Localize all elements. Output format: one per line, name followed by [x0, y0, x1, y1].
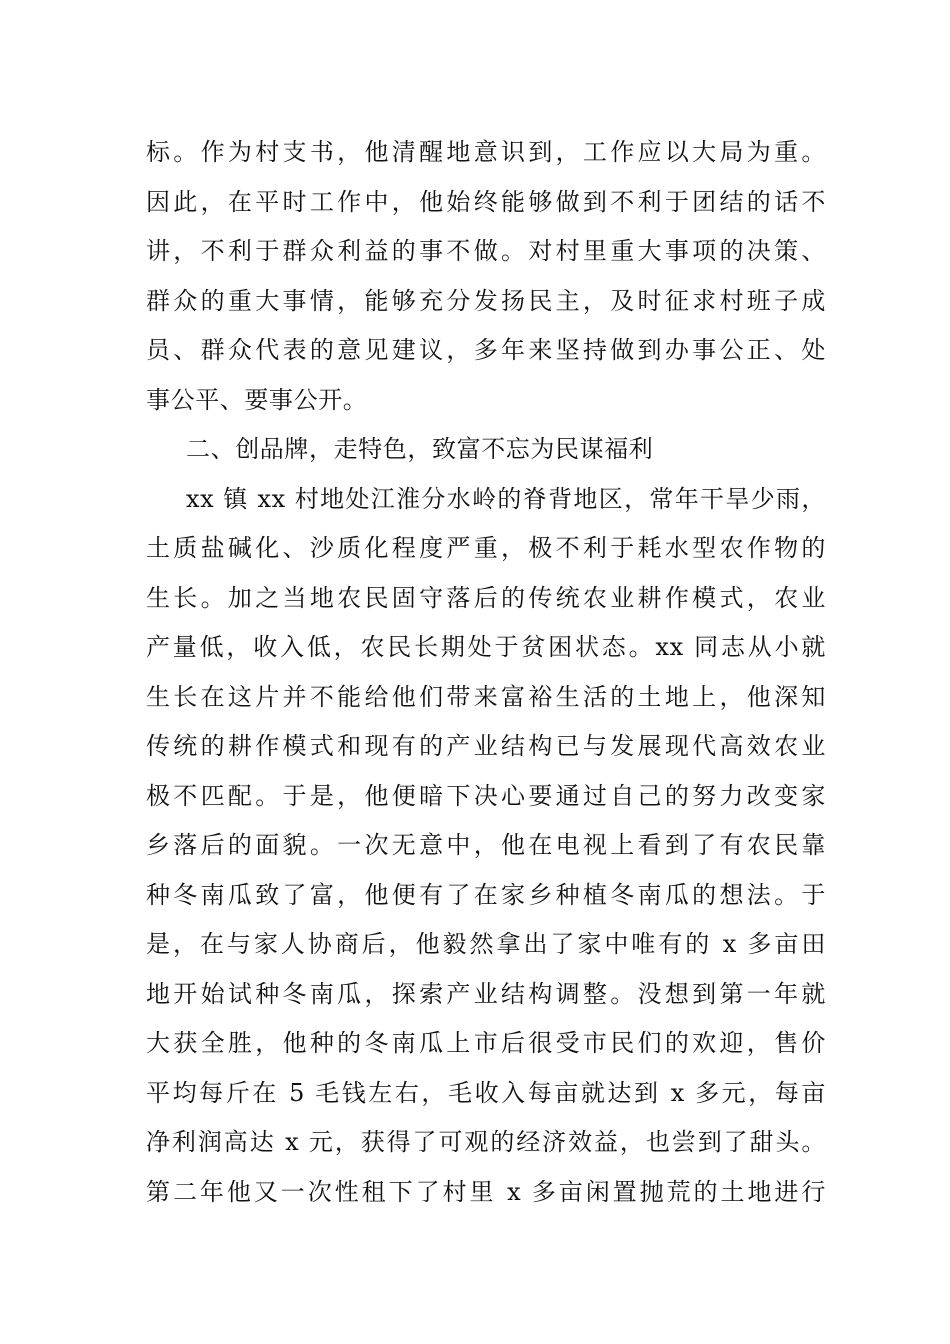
text-line: 乡落后的面貌。一次无意中，他在电视上看到了有农民靠: [146, 831, 826, 859]
text-line: 第二年他又一次性租下了村里 x 多亩闲置抛荒的土地进行: [146, 1177, 826, 1206]
text-line: 净利润高达 x 元，获得了可观的经济效益，也尝到了甜头。: [146, 1128, 826, 1156]
body-text: [146, 128, 826, 1217]
section-heading: 二、创品牌，走特色，致富不忘为民谋福利: [186, 435, 654, 463]
text-line: xx 镇 xx 村地处江淮分水岭的脊背地区，常年干旱少雨，: [186, 484, 826, 513]
text-line: 是，在与家人协商后，他毅然拿出了家中唯有的 x 多亩田: [146, 930, 826, 958]
text-line: 产量低，收入低，农民长期处于贫困状态。xx 同志从小就: [146, 633, 826, 661]
text-line: 群众的重大事情，能够充分发扬民主，及时征求村班子成: [146, 286, 826, 315]
text-line: 标。作为村支书，他清醒地意识到，工作应以大局为重。: [146, 138, 826, 166]
text-line: 生长。加之当地农民固守落后的传统农业耕作模式，农业: [146, 583, 826, 612]
text-line: 员、群众代表的意见建议，多年来坚持做到办事公正、处: [146, 336, 826, 364]
text-line: 讲，不利于群众利益的事不做。对村里重大事项的决策、: [146, 237, 826, 265]
text-line: 传统的耕作模式和现有的产业结构已与发展现代高效农业: [146, 732, 826, 760]
text-line: 极不匹配。于是，他便暗下决心要通过自己的努力改变家: [146, 781, 826, 810]
text-line: 平均每斤在 5 毛钱左右，毛收入每亩就达到 x 多元，每亩: [146, 1078, 826, 1107]
text-line: 因此，在平时工作中，他始终能够做到不利于团结的话不: [146, 187, 826, 216]
text-line: 事公平、要事公开。: [146, 385, 368, 414]
text-line: 种冬南瓜致了富，他便有了在家乡种植冬南瓜的想法。于: [146, 880, 826, 909]
text-line: 生长在这片并不能给他们带来富裕生活的土地上，他深知: [146, 682, 826, 711]
text-line: 地开始试种冬南瓜，探索产业结构调整。没想到第一年就: [146, 979, 826, 1008]
text-line: 土质盐碱化、沙质化程度严重，极不利于耗水型农作物的: [146, 534, 826, 562]
text-line: 大获全胜，他种的冬南瓜上市后很受市民们的欢迎，售价: [146, 1029, 826, 1057]
